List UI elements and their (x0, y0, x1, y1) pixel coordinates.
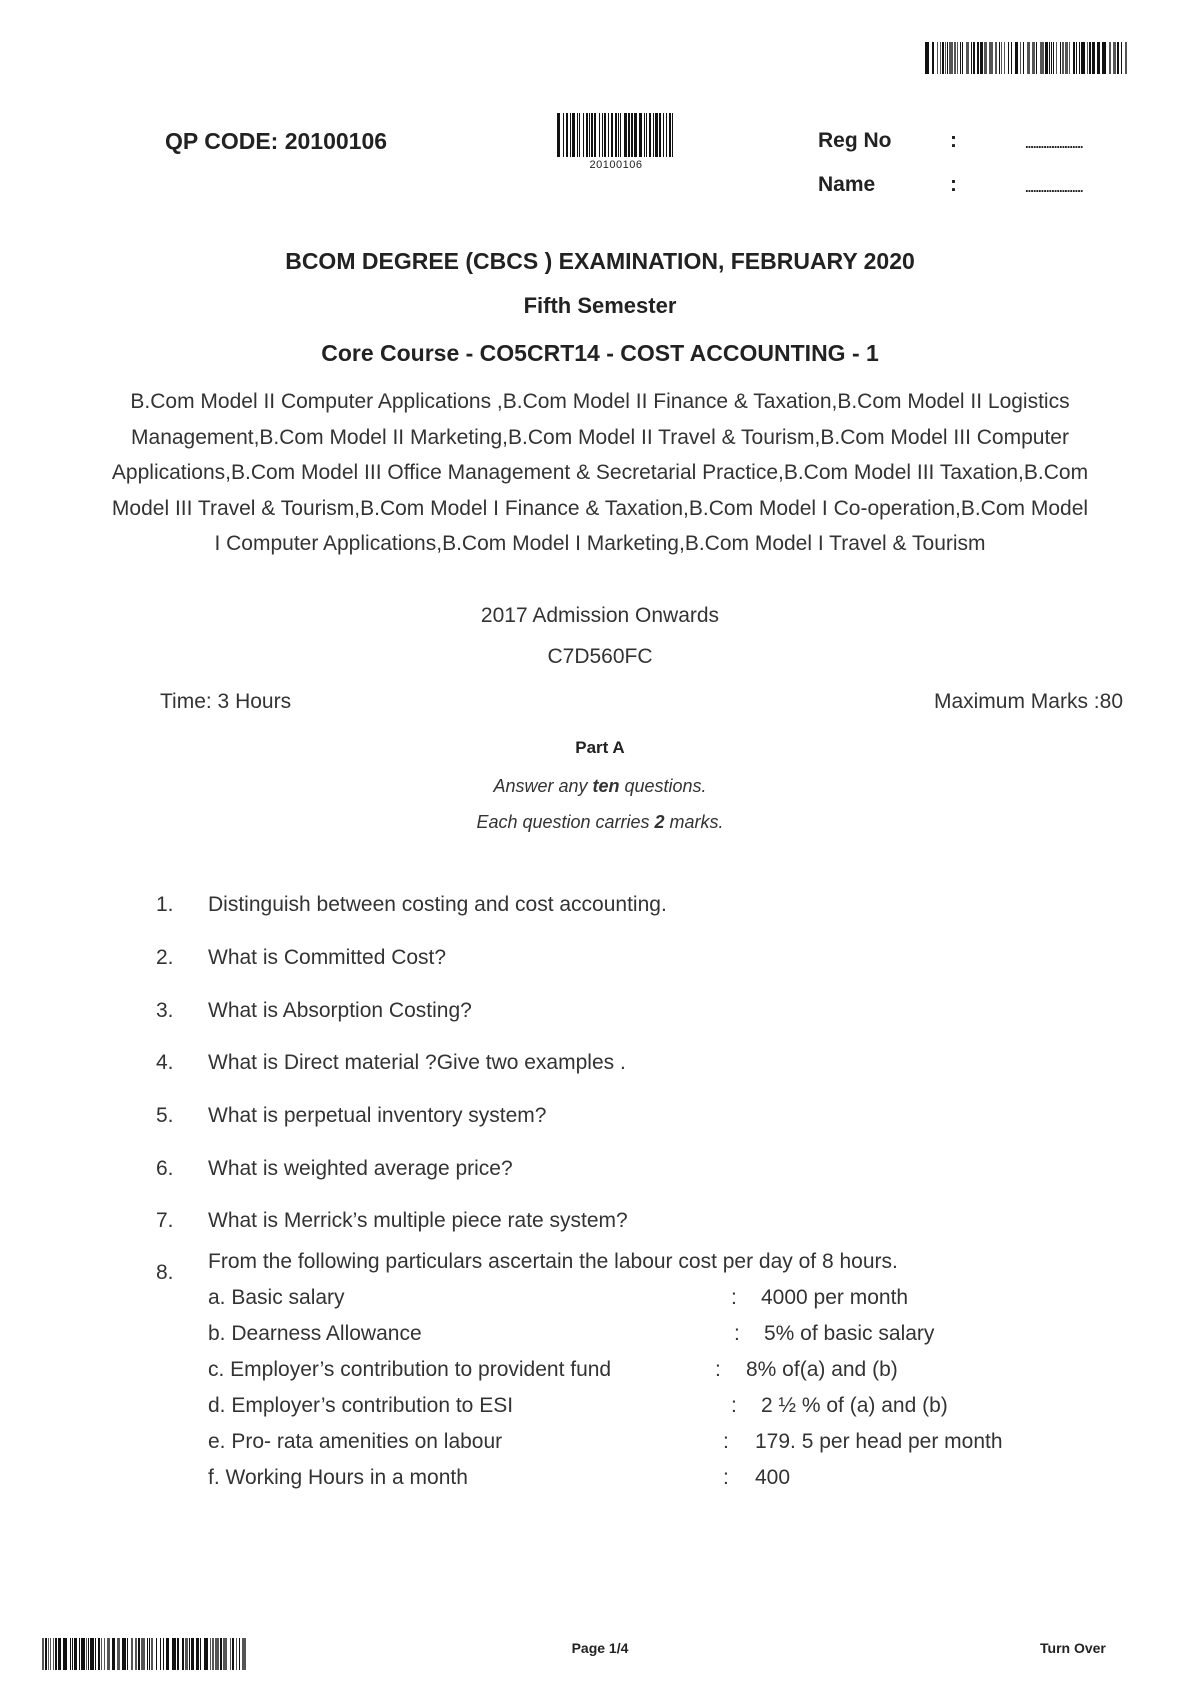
programme-list: B.Com Model II Computer Applications ,B.Com Model II Finance & Taxation,B.Com Model II Logistics Management,B.Com Model II Marketing,B.Com Model II Travel & Tourism,B.Com Model III Computer Applications,B.Com Model III Office Management & Secretarial Practice,B.Com Model III Taxation,B.Com Model III Travel & Tourism,B.Com Model I Finance & Taxation,B.Com Model I Co-operation,B.Com Model I Computer Applications,B.Com Model I Marketing,B.Com Model I Travel & Tourism (111, 390, 1089, 555)
q8-item-colon: : (723, 1466, 729, 1489)
part-a-instruction-marks (0, 812, 1200, 833)
maximum-marks: Maximum Marks :80 (933, 690, 1123, 713)
q8-item-value: 179. 5 per head per month (755, 1430, 1003, 1453)
name-blank: ...................... (1025, 180, 1083, 195)
top-right-barcode (925, 42, 1130, 74)
instr-marks: 2 (654, 812, 665, 832)
q8-item-label: d. Employer’s contribution to ESI (208, 1394, 514, 1417)
q8-item-value: 2 ½ % of (a) and (b) (761, 1394, 948, 1417)
instr-text: Answer any (493, 776, 593, 796)
q8-item-label: f. Working Hours in a month (208, 1466, 468, 1489)
question-number: 3. (156, 999, 174, 1022)
question-text: What is Committed Cost? (208, 946, 447, 969)
reg-no-label: Reg No (818, 129, 892, 152)
part-a-instruction-answer (0, 776, 1200, 797)
q8-item-label: c. Employer’s contribution to provident fund (208, 1358, 612, 1381)
q8-item-label: b. Dearness Allowance (208, 1322, 422, 1345)
q8-item-label: e. Pro- rata amenities on labour (208, 1430, 503, 1453)
question-text: Distinguish between costing and cost accounting. (208, 893, 667, 916)
qp-barcode-number: 20100106 (589, 159, 643, 171)
instr-text: questions. (619, 776, 707, 796)
reg-no-blank: ...................... (1025, 136, 1083, 151)
question-text: What is Merrick’s multiple piece rate system? (208, 1209, 628, 1232)
reg-no-colon: : (950, 129, 957, 152)
exam-title: BCOM DEGREE (CBCS ) EXAMINATION, FEBRUARY 2020 (285, 248, 915, 274)
q8-item-value: 8% of(a) and (b) (746, 1358, 898, 1381)
question-number: 8. (156, 1261, 174, 1284)
question-text: From the following particulars ascertain the labour cost per day of 8 hours. (208, 1250, 898, 1273)
q8-item-value: 4000 per month (761, 1286, 909, 1309)
instr-count: ten (592, 776, 620, 796)
question-number: 1. (156, 893, 174, 916)
admission-year: 2017 Admission Onwards (480, 604, 720, 627)
question-number: 6. (156, 1157, 174, 1180)
name-colon: : (950, 173, 957, 196)
question-number: 4. (156, 1051, 174, 1074)
qp-barcode (557, 113, 675, 157)
q8-item-colon: : (731, 1286, 737, 1309)
question-number: 2. (156, 946, 174, 969)
question-text: What is Direct material ?Give two examples . (208, 1051, 626, 1074)
semester: Fifth Semester (523, 293, 677, 318)
q8-item-colon: : (734, 1322, 740, 1345)
q8-item-value: 5% of basic salary (764, 1322, 935, 1345)
instr-text: Each question carries (476, 812, 655, 832)
q8-item-colon: : (715, 1358, 721, 1381)
q8-item-label: a. Basic salary (208, 1286, 345, 1309)
name-label: Name (818, 173, 876, 196)
q8-item-colon: : (731, 1394, 737, 1417)
paper-code: C7D560FC (547, 645, 653, 668)
qp-barcode-block (557, 113, 675, 171)
turn-over: Turn Over (1040, 1640, 1106, 1656)
part-a-title: Part A (575, 738, 625, 757)
qp-code: QP CODE: 20100106 (165, 128, 388, 154)
question-text: What is weighted average price? (208, 1157, 513, 1180)
instr-text: marks. (664, 812, 724, 832)
question-number: 7. (156, 1209, 174, 1232)
course-title: Core Course - CO5CRT14 - COST ACCOUNTING - 1 (321, 340, 879, 366)
question-text: What is perpetual inventory system? (208, 1104, 547, 1127)
question-number: 5. (156, 1104, 174, 1127)
q8-item-colon: : (723, 1430, 729, 1453)
question-text: What is Absorption Costing? (208, 999, 472, 1022)
q8-item-value: 400 (755, 1466, 791, 1489)
exam-time: Time: 3 Hours (160, 690, 292, 713)
page-number: Page 1/4 (571, 1640, 629, 1656)
